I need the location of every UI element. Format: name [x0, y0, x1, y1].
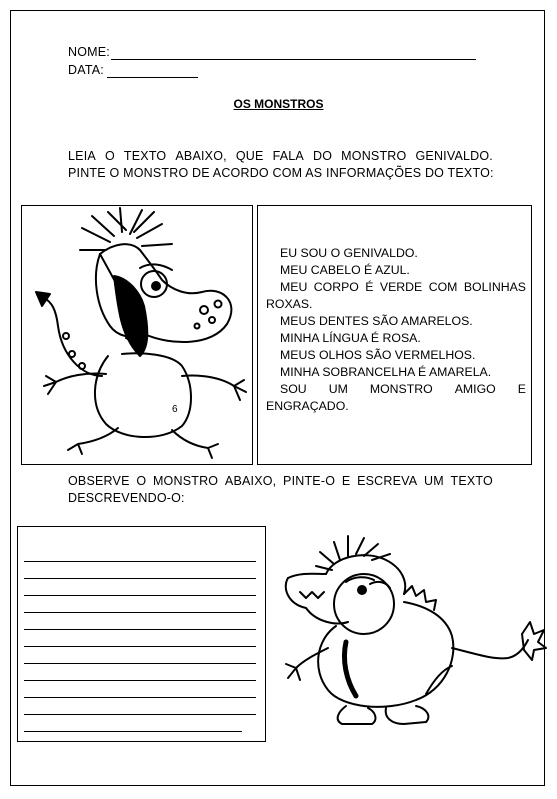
word: CORPO — [313, 280, 359, 294]
writing-line[interactable] — [24, 697, 256, 698]
word: BOLINHAS — [463, 280, 526, 294]
word: MEU — [280, 280, 308, 294]
word: QUE — [235, 149, 264, 163]
word: MONSTRO — [341, 149, 407, 163]
word: AMIGO — [454, 382, 496, 396]
desc-line-7: MEUS OLHOS SÃO VERMELHOS. — [280, 348, 476, 362]
desc-line-1: EU SOU O GENIVALDO. — [280, 246, 418, 260]
desc-line-8: MINHA SOBRANCELHA É AMARELA. — [280, 365, 492, 379]
word: FALA — [272, 149, 304, 163]
desc-line-10: ENGRAÇADO. — [266, 399, 349, 413]
writing-line[interactable] — [24, 595, 256, 596]
writing-line[interactable] — [24, 680, 256, 681]
instruction-1-line-1 — [68, 149, 493, 163]
word: E — [517, 382, 526, 396]
instruction-2-line-1 — [68, 474, 493, 488]
instruction-2-line-2: DESCREVENDO-O: — [68, 491, 185, 505]
word: ABAIXO, — [224, 474, 277, 488]
svg-text:6: 6 — [172, 404, 178, 415]
monster-to-color-illustration — [276, 530, 548, 730]
word: MONSTRO — [152, 474, 219, 488]
desc-line-9 — [266, 381, 526, 398]
word: O — [136, 474, 147, 488]
word: LEIA — [68, 149, 96, 163]
genivaldo-picture-box — [21, 205, 253, 465]
writing-line[interactable] — [24, 663, 256, 664]
word: ESCREVA — [357, 474, 418, 488]
writing-line[interactable] — [24, 646, 256, 647]
word: E — [341, 474, 351, 488]
writing-line[interactable] — [24, 561, 256, 562]
word: ABAIXO, — [175, 149, 227, 163]
writing-line[interactable] — [24, 612, 256, 613]
word: UM — [423, 474, 444, 488]
word: COM — [428, 280, 458, 294]
word: PINTE-O — [283, 474, 336, 488]
word: VERDE — [379, 280, 423, 294]
writing-box[interactable] — [17, 526, 266, 742]
genivaldo-description — [266, 245, 526, 415]
desc-line-6: MINHA LÍNGUA É ROSA. — [280, 331, 421, 345]
word: O — [104, 149, 115, 163]
writing-line[interactable] — [24, 731, 242, 732]
desc-line-3 — [266, 279, 526, 296]
word: TEXTO — [450, 474, 493, 488]
monster-genivaldo-illustration — [22, 206, 251, 463]
desc-line-2: MEU CABELO É AZUL. — [280, 263, 410, 277]
word: É — [365, 280, 374, 294]
word: DO — [312, 149, 333, 163]
instruction-1-line-2: PINTE O MONSTRO DE ACORDO COM AS INFORMAÇÕES DO TEXTO: — [68, 166, 494, 180]
desc-line-4: ROXAS. — [266, 297, 313, 311]
writing-line[interactable] — [24, 714, 256, 715]
nome-answer-line[interactable] — [111, 59, 476, 60]
word: GENIVALDO. — [415, 149, 493, 163]
desc-line-5: MEUS DENTES SÃO AMARELOS. — [280, 314, 473, 328]
word: SOU — [280, 382, 307, 396]
data-label: DATA: — [68, 63, 104, 77]
word: UM — [328, 382, 348, 396]
word: TEXTO — [123, 149, 167, 163]
writing-line[interactable] — [24, 578, 256, 579]
data-answer-line[interactable] — [107, 77, 198, 78]
nome-label: NOME: — [68, 45, 110, 59]
writing-line[interactable] — [24, 629, 256, 630]
page-title: OS MONSTROS — [233, 97, 324, 111]
word: MONSTRO — [369, 382, 433, 396]
word: OBSERVE — [68, 474, 130, 488]
